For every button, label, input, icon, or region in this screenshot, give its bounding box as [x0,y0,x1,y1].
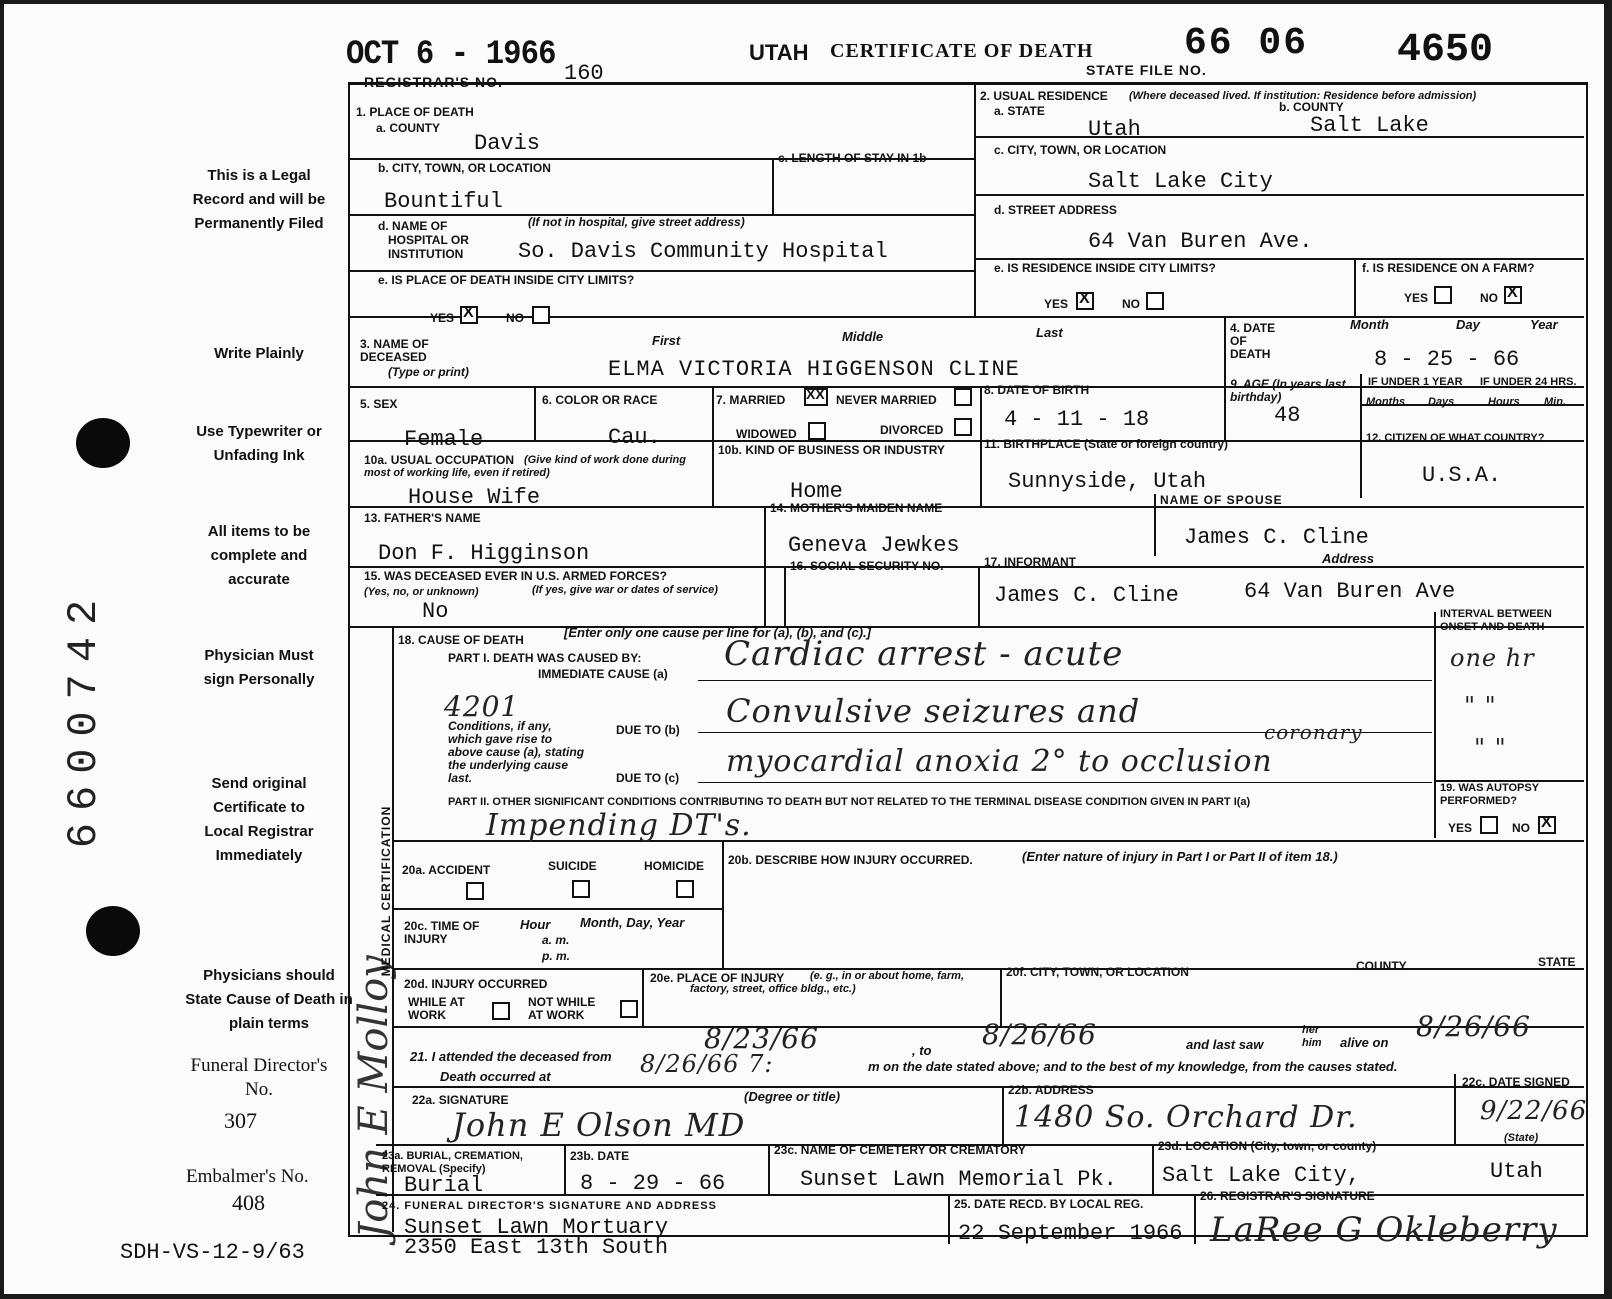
sex-label: 5. SEX [360,397,398,411]
autopsy-label: 19. WAS AUTOPSY PERFORMED? [1440,782,1539,807]
physician-address-label: 22b. ADDRESS [1008,1083,1094,1097]
residence-state-label: a. STATE [994,104,1045,118]
hospital-label-3: INSTITUTION [388,247,464,261]
stamp-date: OCT 6 - 1966 [346,36,556,74]
father-label: 13. FATHER'S NAME [364,511,481,525]
date-signed: 9/22/66 [1480,1096,1588,1126]
pm-label: p. m. [542,949,571,963]
hospital-label-1: d. NAME OF [378,219,448,233]
divider [980,386,982,506]
recd-label: 25. DATE RECD. BY LOCAL REG. [954,1197,1144,1211]
divider [722,840,724,968]
cause-label: 18. CAUSE OF DEATH [398,633,524,647]
hospital-note: (If not in hospital, give street address) [528,215,745,229]
funeral-director-line1: Sunset Lawn Mortuary [404,1215,669,1240]
residence-state: Utah [1088,117,1141,142]
divider [948,1194,950,1244]
father: Don F. Higginson [378,541,590,566]
registrar-signature-label: 26. REGISTRAR'S SIGNATURE [1200,1189,1375,1203]
to-label: , to [912,1043,932,1058]
citizen: U.S.A. [1422,463,1502,488]
divider [392,908,722,910]
widowed-checkbox[interactable] [808,422,826,440]
divider [350,270,974,272]
occupation-note: (Give kind of work done during most of working life, even if retired) [364,454,686,479]
mdy-label: Month, Day, Year [580,915,685,930]
death-occurred-label: Death occurred at [440,1069,551,1084]
residence-street-label: d. STREET ADDRESS [994,203,1117,217]
describe-label: 20b. DESCRIBE HOW INJURY OCCURRED. [728,853,973,867]
check-mark: X [1079,290,1090,307]
residence-city-label: c. CITY, TOWN, OR LOCATION [994,143,1167,157]
length-of-stay-label: c. LENGTH OF STAY IN 1b [778,151,927,165]
married-checkbox[interactable] [804,388,828,406]
place-yes-label: YES [430,311,455,325]
never-married-label: NEVER MARRIED [836,393,937,407]
months-label: Months [1366,396,1406,408]
middle-label: Middle [842,329,884,344]
armed-note-2: (If yes, give war or dates of service) [532,584,718,596]
ssn-label: 16. SOCIAL SECURITY NO. [790,559,944,573]
cemetery: Sunset Lawn Memorial Pk. [800,1167,1117,1192]
autopsy-no-checkbox[interactable] [1538,816,1556,834]
recd-date: 22 September 1966 [958,1221,1183,1246]
due-c: myocardial anoxia 2° to occlusion [726,744,1273,779]
state-file-no: 66 06 [1184,22,1309,65]
divider [1152,1144,1154,1194]
occupation: House Wife [408,485,541,510]
divider [642,968,644,1026]
disposition: Burial [404,1173,484,1198]
divider [1002,1086,1004,1144]
form-code: SDH-VS-12-9/63 [120,1240,305,1265]
check-mark: X [1541,814,1552,831]
interval-label: INTERVAL BETWEEN ONSET AND DEATH [1440,608,1552,633]
divider [974,84,976,316]
residence-inside-yes-checkbox[interactable] [1076,292,1094,310]
sidebar-note-legal: This is a Legal Record and will be Permanently Filed [192,167,326,232]
first-label: First [652,333,681,348]
birthplace-label: 11. BIRTHPLACE (State or foreign country) [984,437,1229,451]
residence-yes-label: YES [1044,297,1069,311]
residence-county: Salt Lake [1310,113,1429,138]
date-of-death-label: 4. DATE OF DEATH [1230,321,1276,361]
not-while-checkbox[interactable] [620,1000,638,1018]
informant: James C. Cline [994,583,1179,608]
cemetery-label: 23c. NAME OF CEMETERY OR CREMATORY [774,1143,1026,1157]
attended-from: 8/23/66 [704,1022,819,1055]
mother: Geneva Jewkes [788,533,960,558]
place-no-label: NO [506,311,524,325]
interval-b: " " [1464,692,1497,720]
burial-location: Salt Lake City, [1162,1163,1361,1188]
describe-note: (Enter nature of injury in Part I or Part II of item 18.) [1022,849,1338,864]
divider [1194,1194,1196,1244]
birthplace: Sunnyside, Utah [1008,469,1207,494]
divorced-checkbox[interactable] [954,418,972,436]
due-b: Convulsive seizures and [726,692,1141,730]
place-city-label: b. CITY, TOWN, OR LOCATION [378,161,551,175]
autopsy-yes-label: YES [1448,821,1473,835]
hour-label: Hour [520,917,551,932]
part2-label: PART II. OTHER SIGNIFICANT CONDITIONS CONTRIBUTING TO DEATH BUT NOT RELATED TO THE TERMINAL DISEASE CONDITION GIVEN IN PART I(a) [448,796,1251,808]
spouse: James C. Cline [1184,525,1369,550]
part1-label: PART I. DEATH WAS CAUSED BY: [448,651,642,665]
married-label: 7. MARRIED [716,393,786,407]
divider [974,258,1584,260]
business-label: 10b. KIND OF BUSINESS OR INDUSTRY [718,443,945,457]
embalmer-no: 408 [232,1190,265,1215]
informant-label: 17. INFORMANT [984,555,1077,569]
month-label: Month [1350,317,1389,332]
last-saw-label: and last saw [1186,1037,1264,1052]
residence-note: (Where deceased lived. If institution: Residence before admission) [1129,90,1477,102]
icd-code: 4201 [444,690,520,723]
place-yes-checkbox[interactable] [460,306,478,324]
sidebar-note-physician: Physician Must sign Personally [203,647,315,688]
citizen-label: 12. CITIZEN OF WHAT COUNTRY? [1366,432,1545,444]
registrars-no: 160 [564,61,604,86]
her-him-label: her him [1302,1024,1322,1049]
divider [784,566,786,626]
divider [974,194,1584,196]
date-of-death: 8 - 25 - 66 [1374,347,1520,372]
signature-label: 22a. SIGNATURE [412,1093,509,1107]
days-label: Days [1428,396,1455,408]
farm-no-label: NO [1480,291,1498,305]
medical-certification-label: MEDICAL CERTIFICATION [379,805,393,977]
divider [974,136,1584,138]
vertical-signature: John E Molloy [351,955,397,1239]
due-c-above: coronary [1264,720,1363,744]
deceased-name-label: 3. NAME OF DECEASED [360,337,429,364]
while-at-work-checkbox[interactable] [492,1002,510,1020]
degree-label: (Degree or title) [744,1089,841,1104]
divider [1354,258,1356,316]
race-label: 6. COLOR OR RACE [542,393,658,407]
knowledge-label: m on the date stated above; and to the best of my knowledge, from the causes stated. [868,1059,1398,1074]
physician-address: 1480 So. Orchard Dr. [1014,1100,1358,1135]
disposition-label: 23a. BURIAL, CREMATION, REMOVAL (Specify) [382,1150,523,1175]
accident-checkbox[interactable] [466,882,484,900]
death-certificate [4,4,1604,1294]
sidebar-note-physicians-cause: Physicians should State Cause of Death in plain terms [185,967,353,1032]
autopsy-no-label: NO [1512,821,1530,835]
attended-label: 21. I attended the deceased from [410,1049,612,1064]
deceased-name: ELMA VICTORIA HIGGENSON CLINE [608,357,1020,382]
check-mark: XX [806,386,825,402]
punch-hole-bottom [86,906,140,956]
address-label: Address [1322,551,1375,566]
farm-yes-label: YES [1404,291,1429,305]
autopsy-yes-checkbox[interactable] [1480,816,1498,834]
residence-street: 64 Van Buren Ave. [1088,229,1313,254]
place-of-injury-label: 20e. PLACE OF INJURY [650,971,785,985]
due-b-label: DUE TO (b) [616,723,680,737]
place-of-death-label: 1. PLACE OF DEATH [356,105,474,119]
race: Cau. [608,425,661,450]
burial-location-label: 23d. LOCATION (City, town, or county) [1158,1139,1377,1153]
sex: Female [404,427,484,452]
year-label: Year [1530,317,1558,332]
farm-label: f. IS RESIDENCE ON A FARM? [1362,261,1535,275]
physician-signature: John E Olson MD [452,1106,746,1144]
widowed-label: WIDOWED [736,427,797,441]
divider [1434,612,1436,838]
day-label: Day [1456,317,1480,332]
dob-label: 8. DATE OF BIRTH [984,383,1090,397]
sidebar-note-write-plainly: Write Plainly [214,345,304,362]
attended-to: 8/26/66 [982,1018,1097,1051]
residence-no-label: NO [1122,297,1140,311]
title-prefix: UTAH [749,40,809,65]
divider [1360,374,1362,498]
spouse-label: NAME OF SPOUSE [1160,493,1283,507]
injury-occurred-label: 20d. INJURY OCCURRED [404,977,548,991]
residence-city: Salt Lake City [1088,169,1273,194]
residence-label: 2. USUAL RESIDENCE [980,89,1108,103]
armed: No [422,599,449,624]
while-at-work-label: WHILE AT WORK [408,995,465,1022]
check-mark: X [463,304,474,321]
burial-date: 8 - 29 - 66 [580,1171,726,1196]
certificate-title: CERTIFICATE OF DEATH [830,40,1094,62]
place-inside-city-label: e. IS PLACE OF DEATH INSIDE CITY LIMITS? [378,273,635,287]
armed-label: 15. WAS DECEASED EVER IN U.S. ARMED FORCES? [364,569,667,583]
homicide-label: HOMICIDE [644,859,704,873]
cause-instruction: [Enter only one cause per line for (a), (b), and (c).] [564,625,871,640]
time-of-injury-label: 20c. TIME OF INJURY [404,919,480,946]
last-label: Last [1036,325,1063,340]
suicide-label: SUICIDE [548,859,597,873]
interval-a: one hr [1450,644,1535,672]
residence-inside-city-label: e. IS RESIDENCE INSIDE CITY LIMITS? [994,261,1216,275]
residence-inside-no-checkbox[interactable] [1146,292,1164,310]
divider [350,626,1584,628]
never-married-checkbox[interactable] [954,388,972,406]
under-1yr-label: IF UNDER 1 YEAR [1368,376,1463,388]
age: 48 [1274,403,1301,428]
place-city: Bountiful [384,189,503,214]
place-county-label: a. COUNTY [376,121,441,135]
hours-label: Hours [1488,396,1520,408]
alive-date: 8/26/66 [1416,1010,1531,1043]
divider [534,386,536,440]
state-file-no-label: STATE FILE NO. [1086,62,1207,78]
age-label: 9. AGE (In years last birthday) [1230,377,1346,404]
embalmer-label: Embalmer's No. [186,1166,309,1187]
funeral-director-sig-label: 24. FUNERAL DIRECTOR'S SIGNATURE AND ADDRESS [382,1200,717,1212]
divider [376,1194,1584,1196]
homicide-checkbox[interactable] [676,880,694,898]
cause-line [698,782,1432,783]
dob: 4 - 11 - 18 [1004,407,1150,432]
divorced-label: DIVORCED [880,423,944,437]
divider [350,566,1584,568]
sidebar-note-typewriter: Use Typewriter or Unfading Ink [196,423,322,464]
cause-line [698,680,1432,681]
due-c-label: DUE TO (c) [616,771,680,785]
place-no-checkbox[interactable] [532,306,550,324]
conditions-note: Conditions, if any, which gave rise to above cause (a), stating the underlying cause last. [448,719,585,785]
residence-county-label: b. COUNTY [1279,100,1344,114]
immediate-cause: Cardiac arrest - acute [724,634,1124,674]
alive-on-label: alive on [1340,1035,1389,1050]
divider [1224,316,1226,440]
registrars-no-label: REGISTRAR'S NO. [364,74,503,90]
punch-hole-top [76,418,130,468]
check-mark: X [1507,284,1518,301]
type-note: (Type or print) [388,365,469,379]
injury-city-label: 20f. CITY, TOWN, OR LOCATION [1006,965,1189,979]
min-label: Min. [1544,396,1566,408]
business: Home [790,479,843,504]
sidebar-note-complete: All items to be complete and accurate [207,523,311,588]
immediate-label: IMMEDIATE CAUSE (a) [538,667,668,681]
hospital: So. Davis Community Hospital [518,239,888,264]
under-24-label: IF UNDER 24 HRS. [1480,376,1577,388]
mother-label: 14. MOTHER'S MAIDEN NAME [770,501,943,515]
vertical-number: 6600742 [60,587,108,849]
interval-c: " " [1474,734,1507,762]
suicide-checkbox[interactable] [572,880,590,898]
hospital-label-2: HOSPITAL OR [388,233,469,247]
registrar-signature: LaRee G Okleberry [1210,1210,1558,1250]
funeral-director-label: Funeral Director's No. [190,1055,328,1100]
farm-no-checkbox[interactable] [1504,286,1522,304]
not-while-label: NOT WHILE AT WORK [528,995,596,1022]
place-county: Davis [474,131,541,156]
divider [978,566,980,626]
farm-yes-checkbox[interactable] [1434,286,1452,304]
certificate-number: 4650 [1397,28,1494,73]
divider [564,1144,566,1194]
divider [1454,1074,1456,1144]
injury-county-label: COUNTY [1356,959,1407,973]
injury-state-label: STATE [1538,955,1576,969]
accident-label: 20a. ACCIDENT [402,863,491,877]
funeral-director-no: 307 [224,1108,257,1133]
state-note: (State) [1504,1132,1539,1144]
part2-value: Impending DT's. [486,808,752,843]
armed-note-1: (Yes, no, or unknown) [364,586,479,598]
death-at: 8/26/66 7: [640,1050,774,1078]
sidebar-note-send: Send original Certificate to Local Registrar Immediately [204,775,314,864]
burial-location-state: Utah [1490,1159,1543,1184]
informant-address: 64 Van Buren Ave [1244,579,1456,604]
divider [768,1144,770,1194]
funeral-director-line2: 2350 East 13th South [404,1235,669,1260]
place-of-injury-note: (e. g., in or about home, farm, factory, street, office bldg., etc.) [690,970,965,995]
am-label: a. m. [542,933,570,947]
divider [712,386,714,506]
burial-date-label: 23b. DATE [570,1149,630,1163]
divider [392,1086,1584,1088]
divider [1154,494,1156,556]
occupation-label: 10a. USUAL OCCUPATION [364,453,515,467]
date-signed-label: 22c. DATE SIGNED [1462,1075,1570,1089]
divider [772,158,774,214]
